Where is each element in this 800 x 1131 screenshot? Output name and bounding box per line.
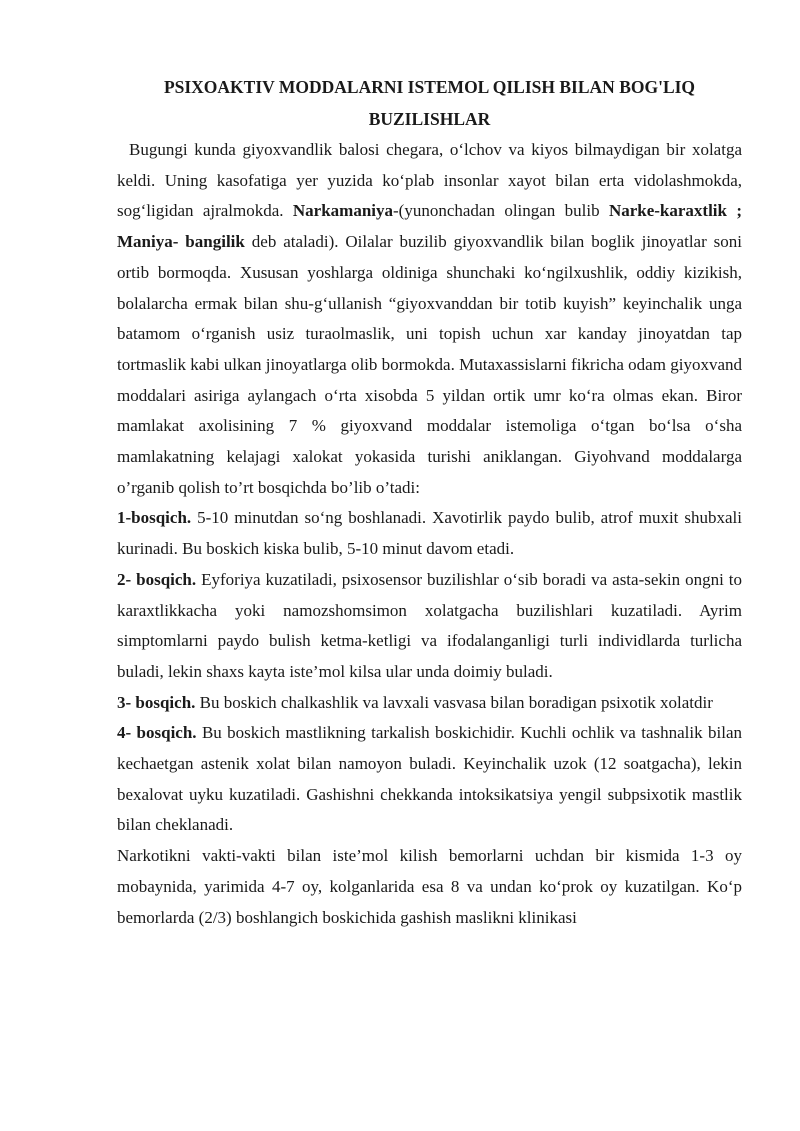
intro-paragraph: [117, 135, 742, 503]
stage-1-paragraph: [117, 503, 742, 564]
intro-text-2: -(yunonchadan olingan bulib: [393, 201, 609, 221]
intro-text-3: deb ataladi). Oilalar buzilib giyoxvandlik bilan boglik jinoyatlar soni ortib bormoqda. Xususan yoshlarga oldiniga shunchaki ko‘ngilxushlik, oddiy kizikish, bolalarcha ermak bilan shu-g‘ullanish “giyoxvanddan bir totib kuyish” keyinchalik unga batamom o‘rganish usiz turaolmaslik, uni topish uchun xar kanday jinoyatdan tap tortmaslik kabi ulkan jinoyatlarga olib bormokda. Mutaxassislarni fikricha odam giyoxvand moddalari asiriga aylangach o‘rta xisobda 5 yildan ortik umr ko‘ra olmas ekan. Biror mamlakat axolisining 7 % giyoxvand moddalar istemoliga o‘tgan bo‘lsa o‘sha mamlakatning kelajagi xalokat yokasida turishi aniklangan. Giyohvand moddalarga o’rganib qolish to’rt bosqichda bo’lib o’tadi:: [117, 232, 743, 497]
title-line-2: BUZILISHLAR: [368, 109, 491, 129]
document-title: [117, 71, 742, 135]
intro-text-1: Bugungi kunda giyoxvandlik balosi chegara, o‘lchov va kiyos bilmaydigan bir xolatga keldi. Uning kasofatiga yer yuzida ko‘plab insonlar xayot bilan erta vidolashmokda, sog‘ligidan ajralmokda.: [117, 140, 742, 221]
stage-1-label: 1-bosqich.: [117, 508, 192, 528]
stage-3-text: Bu boskich chalkashlik va lavxali vasvasa bilan boradigan psixotik xolatdir: [195, 692, 713, 712]
title-line-1: PSIXOAKTIV MODDALARNI ISTEMOL QILISH BILAN BOG'LIQ: [163, 77, 696, 97]
stage-3-paragraph: [117, 688, 742, 719]
term-narkamaniya: Narkamaniya: [292, 201, 394, 221]
stage-2-paragraph: [117, 565, 742, 688]
stage-4-label: 4- bosqich.: [117, 723, 197, 743]
stage-3-label: 3- bosqich.: [117, 692, 196, 712]
closing-paragraph: Narkotikni vakti-vakti bilan iste’mol kilish bemorlarni uchdan bir kismida 1-3 oy mobaynida, yarimida 4-7 oy, kolganlarida esa 8 va undan ko‘prok oy kuzatilgan. Ko‘p bemorlarda (2/3) boshlangich boskichida gashish maslikni klinikasi: [117, 846, 742, 927]
term-etymology: Narke-karaxtlik ; Maniya- bangilik: [117, 201, 742, 252]
stage-1-text: 5-10 minutdan so‘ng boshlanadi. Xavotirlik paydo bulib, atrof muxit shubxali kurinadi. Bu boskich kiska bulib, 5-10 minut davom etadi.: [117, 508, 742, 559]
stage-2-text: Eyforiya kuzatiladi, psixosensor buzilishlar o‘sib boradi va asta-sekin ongni to karaxtlikkacha yoki namozshomsimon xolatgacha buzilishlari kuzatiladi. Ayrim simptomlarni paydo bulish ketma-ketligi va ifodalanganligi turli individlarda turlicha buladi, lekin shaxs kayta iste’mol kilsa ular unda doimiy buladi.: [117, 569, 743, 681]
stage-4-paragraph: [117, 718, 742, 841]
stage-2-label: 2- bosqich.: [117, 569, 197, 589]
stage-4-text: Bu boskich mastlikning tarkalish boskichidir. Kuchli ochlik va tashnalik bilan kechaetgan astenik xolat bilan namoyon buladi. Keyinchalik uzok (12 soatgacha), lekin bexalovat uyku kuzatiladi. Gashishni chekkanda intoksikatsiya yengil subpsixotik mastlik bilan cheklanadi.: [117, 723, 742, 835]
